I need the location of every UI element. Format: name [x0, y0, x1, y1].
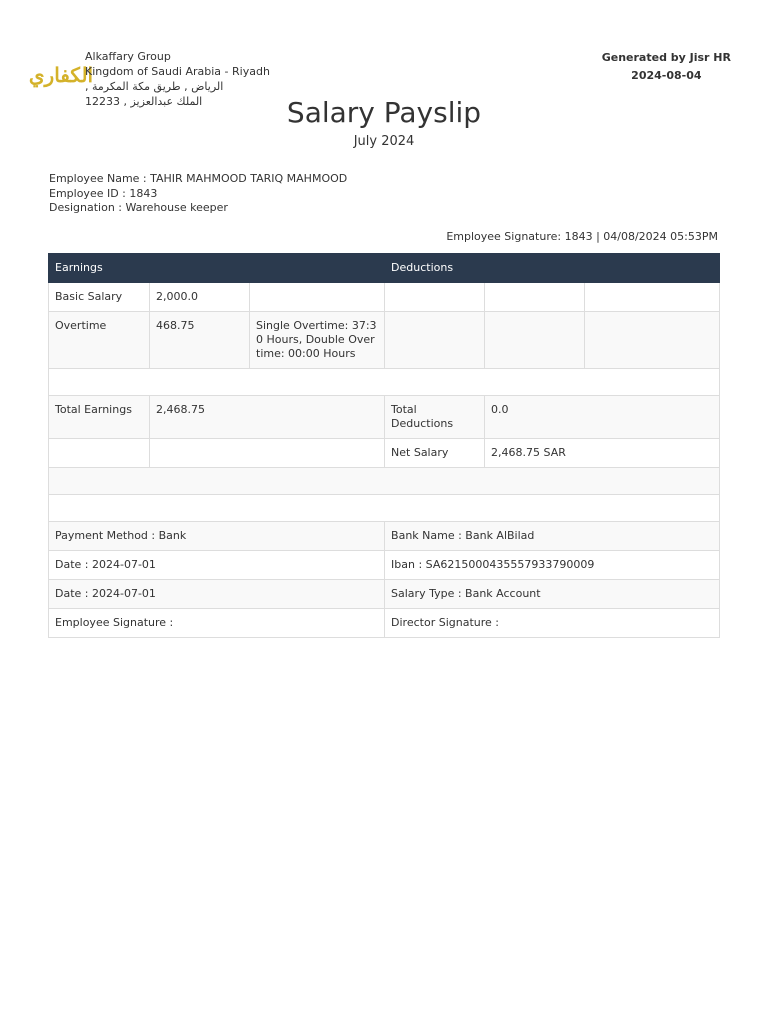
table-header-row [49, 254, 720, 283]
company-address-line1: الرياض , طريق مكة المكرمة , [85, 80, 224, 93]
table-row [49, 580, 720, 609]
logo-text: الكفاري [28, 63, 94, 87]
employee-name: Employee Name : TAHIR MAHMOOD TARIQ MAHMOOD [49, 172, 348, 185]
basic-salary-value: 2,000.0 [150, 283, 250, 312]
employee-info [49, 172, 347, 216]
table-row [49, 522, 720, 551]
overtime-value: 468.75 [150, 312, 250, 369]
spacer-row [49, 495, 720, 522]
company-name: Alkaffary Group [85, 50, 171, 63]
net-salary-row [49, 439, 720, 468]
net-salary-label: Net Salary [385, 439, 485, 468]
overtime-note: Single Overtime: 37:30 Hours, Double Overtime: 00:00 Hours [250, 312, 385, 369]
iban: Iban : SA6215000435557933790009 [385, 551, 720, 580]
payment-date-2: Date : 2024-07-01 [49, 580, 385, 609]
deductions-header: Deductions [385, 254, 720, 283]
bank-name: Bank Name : Bank AlBilad [385, 522, 720, 551]
basic-salary-label: Basic Salary [49, 283, 150, 312]
spacer-row [49, 369, 720, 396]
total-earnings-label: Total Earnings [49, 396, 150, 439]
generated-date: 2024-08-04 [631, 69, 702, 82]
payment-date-1: Date : 2024-07-01 [49, 551, 385, 580]
salary-type: Salary Type : Bank Account [385, 580, 720, 609]
overtime-label: Overtime [49, 312, 150, 369]
table-row [49, 312, 720, 369]
pay-period: July 2024 [353, 134, 415, 149]
net-salary-value: 2,468.75 SAR [485, 439, 720, 468]
company-address-line2: الملك عبدالعزيز , 12233 [85, 95, 203, 108]
generated-by: Generated by Jisr HR [601, 51, 731, 64]
earnings-header: Earnings [49, 254, 385, 283]
table-row [49, 609, 720, 638]
employee-id: Employee ID : 1843 [49, 186, 158, 200]
basic-salary-note [250, 283, 385, 312]
spacer-row [49, 468, 720, 495]
employee-designation: Designation : Warehouse keeper [49, 201, 228, 214]
generated-info [602, 49, 731, 85]
page-title: Salary Payslip [286, 96, 482, 129]
company-location: Kingdom of Saudi Arabia - Riyadh [85, 65, 270, 78]
employee-signature-field: Employee Signature : [49, 609, 385, 638]
total-deductions-value: 0.0 [485, 396, 720, 439]
total-deductions-label: Total Deductions [385, 396, 485, 439]
company-logo [28, 56, 94, 92]
table-row [49, 283, 720, 312]
total-earnings-value: 2,468.75 [150, 396, 385, 439]
payslip-table [48, 253, 720, 638]
employee-signature-stamp: Employee Signature: 1843 | 04/08/2024 05:53PM [446, 230, 718, 243]
table-row [49, 551, 720, 580]
totals-row [49, 396, 720, 439]
director-signature-field: Director Signature : [385, 609, 720, 638]
payment-method: Payment Method : Bank [49, 522, 385, 551]
